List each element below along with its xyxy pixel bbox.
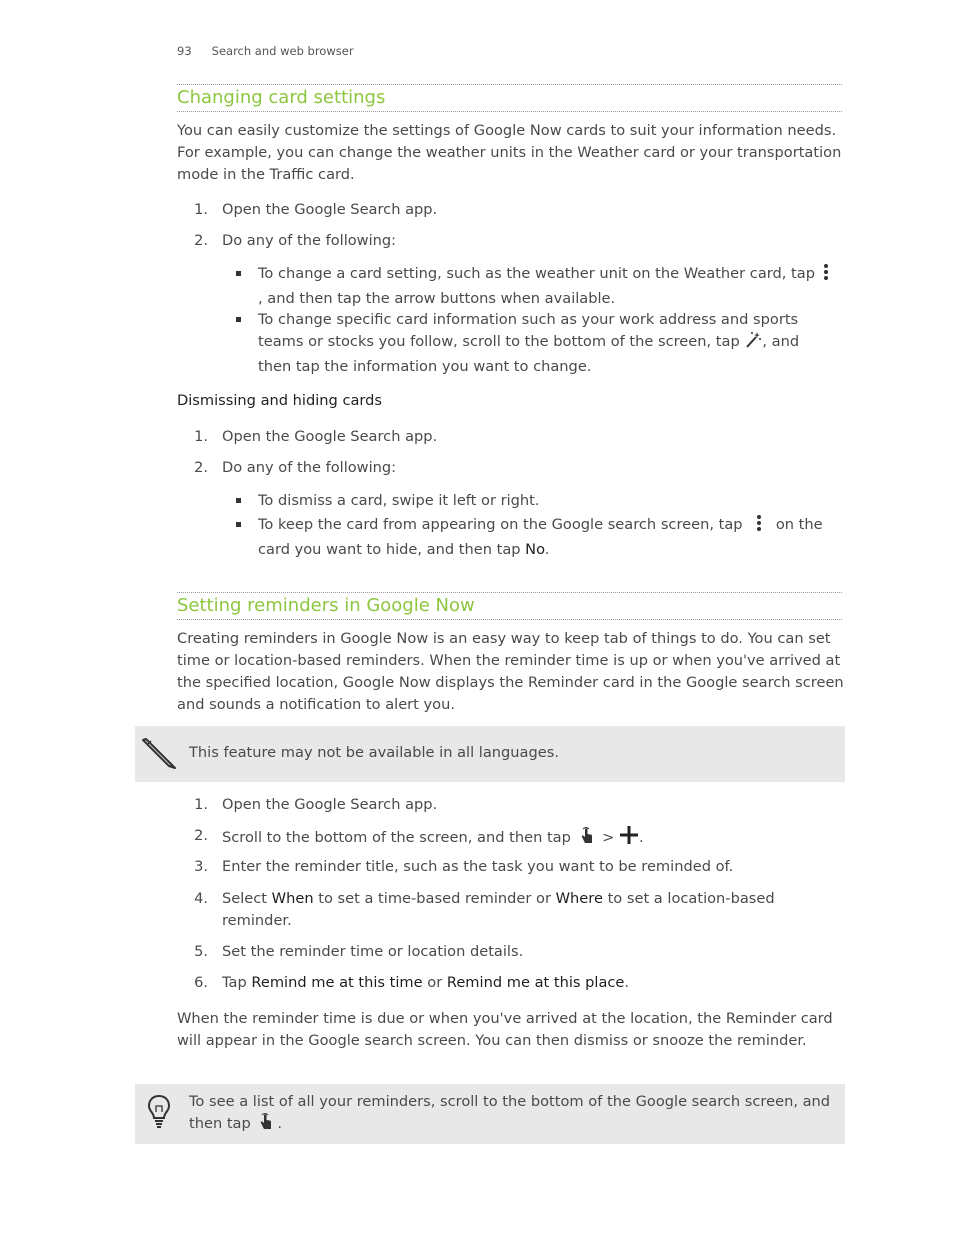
bullet-marker xyxy=(236,271,241,276)
subsection-title-dismissing: Dismissing and hiding cards xyxy=(177,392,383,409)
bullet-marker xyxy=(236,498,241,503)
touch-hand-icon xyxy=(580,827,594,852)
page-header xyxy=(177,44,354,58)
note-text: This feature may not be available in all languages. xyxy=(189,744,559,761)
section2-outro: When the reminder time is due or when you've arrived at the location, the Reminder card will appear in the Google search screen. You can then dismiss or snooze the reminder. xyxy=(177,1010,833,1049)
section2-intro: Creating reminders in Google Now is an easy way to keep tab of things to do. You can set time or location-based reminders. When the reminder time is up or when you've arrived at the specified location, Google Now displays the Reminder card in the Google search screen and sounds a notification to alert you. xyxy=(177,630,844,713)
page-number: 93 xyxy=(177,44,192,58)
note-box xyxy=(135,726,845,782)
overflow-menu-icon xyxy=(820,263,832,288)
bullet-marker xyxy=(236,317,241,322)
magic-wand-icon xyxy=(744,331,762,356)
plus-icon xyxy=(619,825,639,852)
document-page: 93 Search and web browser Changing card settings You can easily customize the settings of Google Now cards to suit your information needs. For example, you can change the weather units in the Weather card or your transportation mode in the Traffic card. 1. Open the Google Search app. 2. Do any of the following: To change a card setting, such as the weather unit on the Weather card, tap , and then tap the arrow buttons when available. To change specific card information such as your work address and sports teams or stocks you follow, scroll to the bottom of the screen, tap , and then tap the information you want to change. Dismissing and hiding cards 1. Open the Google Search app. 2. Do any of the following: To dismiss a card, swipe it left or right. To keep the card from appearing on the Google search screen, tap on the card you want to hide, and then tap No. Setting reminders in Google Now Creating reminders in Google Now is an easy way to keep tab of things to do. You can set time or location-based reminders. When the reminder time is up or when you've arrived at the specified location, Google Now displays the Reminder card in the Google search screen and sounds a notification to alert you. This feature may not be available in all languages. 1. Open the Google Search app. 2. Scroll to the bottom of the screen, and then tap > . 3. Enter the reminder title, such as the task you want to be reminded of. 4. Select When to set a time-based reminder or Where to set a location-based reminder. 5. Set the reminder time or location details. 6. Tap Remind me at this time or Remind me at this place. When the reminder time is due or when you've arrived at the location, the Reminder card will appear in the Google search screen. You can then dismiss or snooze the reminder. To see a list of all your reminders, scroll to the bottom of the Google search screen, and then tap . xyxy=(0,0,954,1235)
header-section: Search and web browser xyxy=(211,44,354,58)
tip-text: To see a list of all your reminders, scroll to the bottom of the Google search screen, and then tap . xyxy=(189,1091,839,1138)
bullet-marker xyxy=(236,522,241,527)
section1-intro: You can easily customize the settings of Google Now cards to suit your information needs. For example, you can change the weather units in the Weather card or your transportation mode in the Traffic card. xyxy=(177,122,842,183)
section-title-card-settings: Changing card settings xyxy=(177,84,842,112)
pencil-icon xyxy=(142,735,178,775)
overflow-menu-icon xyxy=(753,514,765,539)
lightbulb-icon xyxy=(147,1094,171,1134)
touch-hand-icon xyxy=(259,1113,273,1138)
tip-box xyxy=(135,1084,845,1144)
section-title-reminders: Setting reminders in Google Now xyxy=(177,592,842,620)
